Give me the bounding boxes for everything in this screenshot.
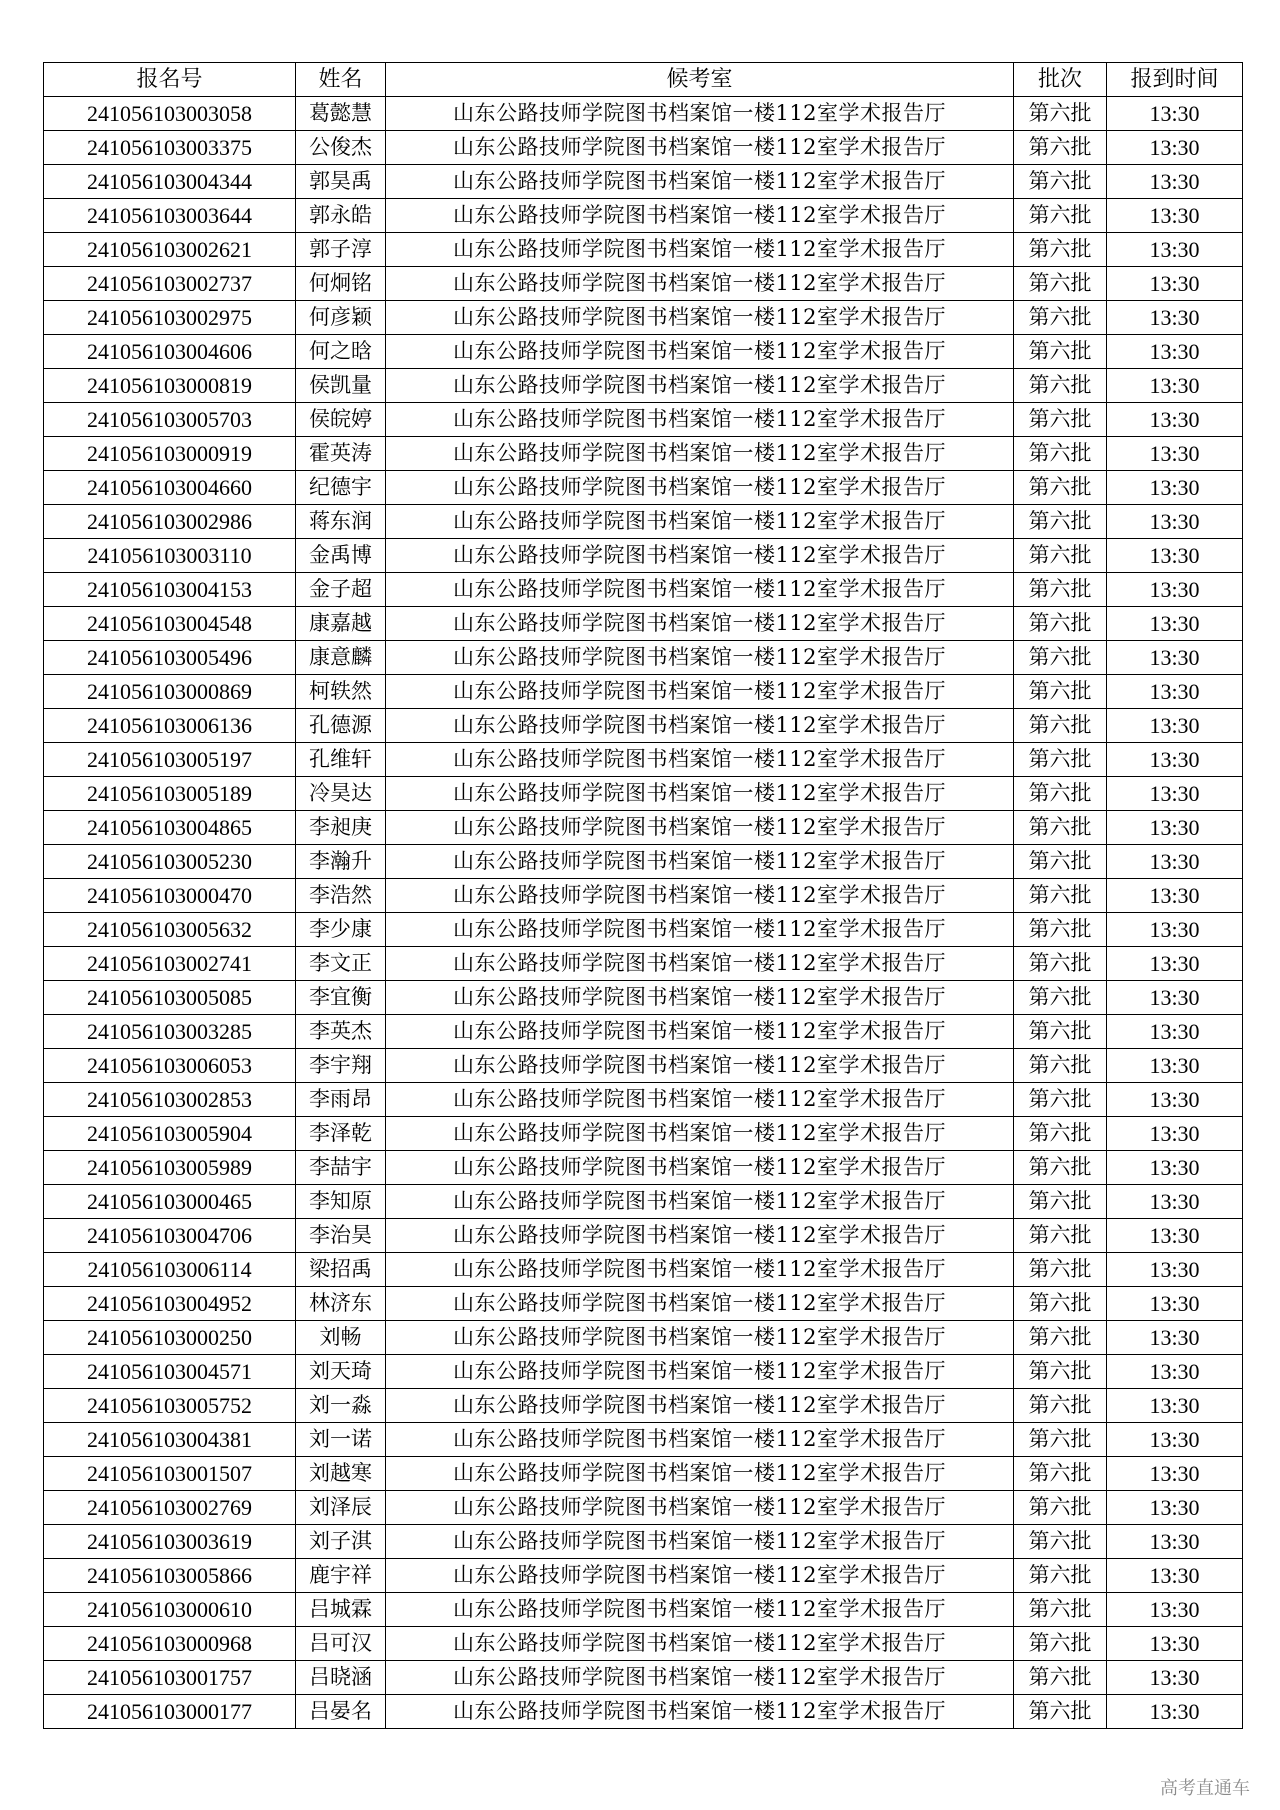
name-cell: 郭子淳: [296, 233, 386, 267]
batch-cell: 第六批: [1014, 233, 1107, 267]
check-in-time-cell: 13:30: [1107, 1389, 1243, 1423]
waiting-room-cell: 山东公路技师学院图书档案馆一楼112室学术报告厅: [386, 165, 1014, 199]
name-cell: 孔德源: [296, 709, 386, 743]
check-in-time-cell: 13:30: [1107, 1015, 1243, 1049]
batch-cell: 第六批: [1014, 539, 1107, 573]
batch-cell: 第六批: [1014, 811, 1107, 845]
batch-cell: 第六批: [1014, 1151, 1107, 1185]
table-body: [44, 97, 1243, 1729]
check-in-time-cell: 13:30: [1107, 845, 1243, 879]
waiting-room-cell: 山东公路技师学院图书档案馆一楼112室学术报告厅: [386, 1559, 1014, 1593]
table-row: [44, 369, 1243, 403]
name-cell: 刘一诺: [296, 1423, 386, 1457]
batch-cell: 第六批: [1014, 1015, 1107, 1049]
batch-cell: 第六批: [1014, 1423, 1107, 1457]
registration-number-cell: 241056103005989: [44, 1151, 296, 1185]
name-cell: 李知原: [296, 1185, 386, 1219]
batch-cell: 第六批: [1014, 1559, 1107, 1593]
name-cell: 蒋东润: [296, 505, 386, 539]
check-in-time-cell: 13:30: [1107, 1661, 1243, 1695]
table-row: [44, 709, 1243, 743]
name-cell: 刘子淇: [296, 1525, 386, 1559]
check-in-time-cell: 13:30: [1107, 1491, 1243, 1525]
registration-number-cell: 241056103005632: [44, 913, 296, 947]
table-row: [44, 981, 1243, 1015]
batch-cell: 第六批: [1014, 1457, 1107, 1491]
registration-number-cell: 241056103000177: [44, 1695, 296, 1729]
waiting-room-cell: 山东公路技师学院图书档案馆一楼112室学术报告厅: [386, 1185, 1014, 1219]
name-cell: 公俊杰: [296, 131, 386, 165]
table-row: [44, 1083, 1243, 1117]
batch-cell: 第六批: [1014, 641, 1107, 675]
registration-number-cell: 241056103000819: [44, 369, 296, 403]
check-in-time-cell: 13:30: [1107, 369, 1243, 403]
table-row: [44, 1151, 1243, 1185]
batch-cell: 第六批: [1014, 1525, 1107, 1559]
name-cell: 康嘉越: [296, 607, 386, 641]
table-row: [44, 879, 1243, 913]
table-row: [44, 743, 1243, 777]
check-in-time-cell: 13:30: [1107, 471, 1243, 505]
check-in-time-cell: 13:30: [1107, 1627, 1243, 1661]
waiting-room-cell: 山东公路技师学院图书档案馆一楼112室学术报告厅: [386, 1695, 1014, 1729]
registration-number-cell: 241056103004344: [44, 165, 296, 199]
check-in-time-cell: 13:30: [1107, 947, 1243, 981]
waiting-room-cell: 山东公路技师学院图书档案馆一楼112室学术报告厅: [386, 1593, 1014, 1627]
waiting-room-cell: 山东公路技师学院图书档案馆一楼112室学术报告厅: [386, 1219, 1014, 1253]
name-cell: 李雨昂: [296, 1083, 386, 1117]
table-row: [44, 505, 1243, 539]
waiting-room-cell: 山东公路技师学院图书档案馆一楼112室学术报告厅: [386, 573, 1014, 607]
check-in-time-cell: 13:30: [1107, 131, 1243, 165]
registration-number-cell: 241056103002737: [44, 267, 296, 301]
check-in-time-cell: 13:30: [1107, 607, 1243, 641]
batch-cell: 第六批: [1014, 879, 1107, 913]
table-row: [44, 947, 1243, 981]
name-cell: 林济东: [296, 1287, 386, 1321]
check-in-time-cell: 13:30: [1107, 437, 1243, 471]
registration-number-cell: 241056103002621: [44, 233, 296, 267]
table-row: [44, 1661, 1243, 1695]
batch-cell: 第六批: [1014, 471, 1107, 505]
name-cell: 李泽乾: [296, 1117, 386, 1151]
waiting-room-cell: 山东公路技师学院图书档案馆一楼112室学术报告厅: [386, 777, 1014, 811]
table-row: [44, 403, 1243, 437]
registration-number-cell: 241056103005085: [44, 981, 296, 1015]
batch-cell: 第六批: [1014, 1185, 1107, 1219]
registration-number-cell: 241056103004571: [44, 1355, 296, 1389]
check-in-time-cell: 13:30: [1107, 199, 1243, 233]
check-in-time-cell: 13:30: [1107, 777, 1243, 811]
table-row: [44, 845, 1243, 879]
registration-number-cell: 241056103002741: [44, 947, 296, 981]
name-cell: 孔维轩: [296, 743, 386, 777]
registration-number-cell: 241056103000465: [44, 1185, 296, 1219]
registration-number-cell: 241056103005752: [44, 1389, 296, 1423]
batch-cell: 第六批: [1014, 403, 1107, 437]
registration-number-cell: 241056103005230: [44, 845, 296, 879]
waiting-room-cell: 山东公路技师学院图书档案馆一楼112室学术报告厅: [386, 233, 1014, 267]
table-row: [44, 1695, 1243, 1729]
check-in-time-cell: 13:30: [1107, 267, 1243, 301]
name-cell: 李少康: [296, 913, 386, 947]
waiting-room-cell: 山东公路技师学院图书档案馆一楼112室学术报告厅: [386, 641, 1014, 675]
registration-number-cell: 241056103006053: [44, 1049, 296, 1083]
registration-number-cell: 241056103005197: [44, 743, 296, 777]
check-in-time-cell: 13:30: [1107, 1049, 1243, 1083]
waiting-room-cell: 山东公路技师学院图书档案馆一楼112室学术报告厅: [386, 267, 1014, 301]
name-cell: 吕晏名: [296, 1695, 386, 1729]
table-row: [44, 233, 1243, 267]
check-in-time-cell: 13:30: [1107, 879, 1243, 913]
table-row: [44, 131, 1243, 165]
batch-cell: 第六批: [1014, 1287, 1107, 1321]
check-in-time-cell: 13:30: [1107, 1355, 1243, 1389]
registration-number-cell: 241056103004381: [44, 1423, 296, 1457]
registration-number-cell: 241056103003285: [44, 1015, 296, 1049]
check-in-time-cell: 13:30: [1107, 1151, 1243, 1185]
registration-number-cell: 241056103006114: [44, 1253, 296, 1287]
batch-cell: 第六批: [1014, 267, 1107, 301]
waiting-room-cell: 山东公路技师学院图书档案馆一楼112室学术报告厅: [386, 1661, 1014, 1695]
name-cell: 刘泽辰: [296, 1491, 386, 1525]
waiting-room-cell: 山东公路技师学院图书档案馆一楼112室学术报告厅: [386, 879, 1014, 913]
table-row: [44, 165, 1243, 199]
waiting-room-cell: 山东公路技师学院图书档案馆一楼112室学术报告厅: [386, 709, 1014, 743]
table-header-row: [44, 63, 1243, 97]
registration-number-cell: 241056103004952: [44, 1287, 296, 1321]
registration-number-cell: 241056103003644: [44, 199, 296, 233]
table-row: [44, 267, 1243, 301]
batch-cell: 第六批: [1014, 845, 1107, 879]
waiting-room-cell: 山东公路技师学院图书档案馆一楼112室学术报告厅: [386, 607, 1014, 641]
name-cell: 康意麟: [296, 641, 386, 675]
check-in-time-cell: 13:30: [1107, 1253, 1243, 1287]
check-in-time-cell: 13:30: [1107, 1525, 1243, 1559]
check-in-time-cell: 13:30: [1107, 1117, 1243, 1151]
batch-cell: 第六批: [1014, 1661, 1107, 1695]
batch-cell: 第六批: [1014, 743, 1107, 777]
check-in-time-cell: 13:30: [1107, 1457, 1243, 1491]
name-cell: 吕城霖: [296, 1593, 386, 1627]
name-cell: 刘天琦: [296, 1355, 386, 1389]
column-header-check-in-time: 报到时间: [1107, 63, 1243, 97]
name-cell: 何之晗: [296, 335, 386, 369]
check-in-time-cell: 13:30: [1107, 1185, 1243, 1219]
name-cell: 何炯铭: [296, 267, 386, 301]
registration-number-cell: 241056103003110: [44, 539, 296, 573]
batch-cell: 第六批: [1014, 981, 1107, 1015]
check-in-time-cell: 13:30: [1107, 811, 1243, 845]
waiting-room-cell: 山东公路技师学院图书档案馆一楼112室学术报告厅: [386, 1457, 1014, 1491]
name-cell: 鹿宇祥: [296, 1559, 386, 1593]
table-row: [44, 301, 1243, 335]
name-cell: 柯轶然: [296, 675, 386, 709]
name-cell: 刘畅: [296, 1321, 386, 1355]
check-in-time-cell: 13:30: [1107, 1695, 1243, 1729]
table-row: [44, 1253, 1243, 1287]
waiting-room-cell: 山东公路技师学院图书档案馆一楼112室学术报告厅: [386, 743, 1014, 777]
batch-cell: 第六批: [1014, 1083, 1107, 1117]
registration-number-cell: 241056103004153: [44, 573, 296, 607]
table-row: [44, 573, 1243, 607]
registration-number-cell: 241056103003058: [44, 97, 296, 131]
waiting-room-cell: 山东公路技师学院图书档案馆一楼112室学术报告厅: [386, 811, 1014, 845]
table-row: [44, 1491, 1243, 1525]
table-row: [44, 913, 1243, 947]
registration-number-cell: 241056103000250: [44, 1321, 296, 1355]
waiting-room-cell: 山东公路技师学院图书档案馆一楼112室学术报告厅: [386, 437, 1014, 471]
waiting-room-cell: 山东公路技师学院图书档案馆一楼112室学术报告厅: [386, 97, 1014, 131]
registration-number-cell: 241056103004548: [44, 607, 296, 641]
waiting-room-cell: 山东公路技师学院图书档案馆一楼112室学术报告厅: [386, 1355, 1014, 1389]
batch-cell: 第六批: [1014, 1219, 1107, 1253]
check-in-time-cell: 13:30: [1107, 301, 1243, 335]
check-in-time-cell: 13:30: [1107, 335, 1243, 369]
table-row: [44, 97, 1243, 131]
name-cell: 李宜衡: [296, 981, 386, 1015]
registration-number-cell: 241056103005189: [44, 777, 296, 811]
waiting-room-cell: 山东公路技师学院图书档案馆一楼112室学术报告厅: [386, 471, 1014, 505]
waiting-room-cell: 山东公路技师学院图书档案馆一楼112室学术报告厅: [386, 131, 1014, 165]
waiting-room-cell: 山东公路技师学院图书档案馆一楼112室学术报告厅: [386, 1117, 1014, 1151]
batch-cell: 第六批: [1014, 1627, 1107, 1661]
check-in-time-cell: 13:30: [1107, 1083, 1243, 1117]
table-row: [44, 1423, 1243, 1457]
name-cell: 李昶庚: [296, 811, 386, 845]
check-in-time-cell: 13:30: [1107, 981, 1243, 1015]
table-row: [44, 1525, 1243, 1559]
registration-number-cell: 241056103000610: [44, 1593, 296, 1627]
batch-cell: 第六批: [1014, 607, 1107, 641]
registration-number-cell: 241056103000968: [44, 1627, 296, 1661]
name-cell: 李英杰: [296, 1015, 386, 1049]
column-header-waiting-room: 候考室: [386, 63, 1014, 97]
batch-cell: 第六批: [1014, 131, 1107, 165]
waiting-room-cell: 山东公路技师学院图书档案馆一楼112室学术报告厅: [386, 675, 1014, 709]
table-row: [44, 1593, 1243, 1627]
check-in-time-cell: 13:30: [1107, 233, 1243, 267]
waiting-room-cell: 山东公路技师学院图书档案馆一楼112室学术报告厅: [386, 1525, 1014, 1559]
batch-cell: 第六批: [1014, 165, 1107, 199]
waiting-room-cell: 山东公路技师学院图书档案馆一楼112室学术报告厅: [386, 913, 1014, 947]
registration-number-cell: 241056103001757: [44, 1661, 296, 1695]
registration-number-cell: 241056103002853: [44, 1083, 296, 1117]
table-row: [44, 1185, 1243, 1219]
column-header-name: 姓名: [296, 63, 386, 97]
batch-cell: 第六批: [1014, 505, 1107, 539]
waiting-room-cell: 山东公路技师学院图书档案馆一楼112室学术报告厅: [386, 1015, 1014, 1049]
name-cell: 李喆宇: [296, 1151, 386, 1185]
table-row: [44, 1117, 1243, 1151]
check-in-time-cell: 13:30: [1107, 675, 1243, 709]
name-cell: 李治昊: [296, 1219, 386, 1253]
registration-number-cell: 241056103005496: [44, 641, 296, 675]
batch-cell: 第六批: [1014, 301, 1107, 335]
table-row: [44, 199, 1243, 233]
waiting-room-cell: 山东公路技师学院图书档案馆一楼112室学术报告厅: [386, 1627, 1014, 1661]
batch-cell: 第六批: [1014, 1491, 1107, 1525]
registration-number-cell: 241056103002975: [44, 301, 296, 335]
batch-cell: 第六批: [1014, 1695, 1107, 1729]
registration-number-cell: 241056103003619: [44, 1525, 296, 1559]
table-row: [44, 1627, 1243, 1661]
check-in-time-cell: 13:30: [1107, 573, 1243, 607]
batch-cell: 第六批: [1014, 1253, 1107, 1287]
waiting-room-cell: 山东公路技师学院图书档案馆一楼112室学术报告厅: [386, 1423, 1014, 1457]
waiting-room-cell: 山东公路技师学院图书档案馆一楼112室学术报告厅: [386, 1049, 1014, 1083]
column-header-batch: 批次: [1014, 63, 1107, 97]
registration-number-cell: 241056103000919: [44, 437, 296, 471]
registration-number-cell: 241056103002769: [44, 1491, 296, 1525]
batch-cell: 第六批: [1014, 97, 1107, 131]
waiting-room-cell: 山东公路技师学院图书档案馆一楼112室学术报告厅: [386, 539, 1014, 573]
registration-number-cell: 241056103005703: [44, 403, 296, 437]
check-in-time-cell: 13:30: [1107, 1559, 1243, 1593]
batch-cell: 第六批: [1014, 1117, 1107, 1151]
registration-number-cell: 241056103004865: [44, 811, 296, 845]
waiting-room-cell: 山东公路技师学院图书档案馆一楼112室学术报告厅: [386, 981, 1014, 1015]
waiting-room-cell: 山东公路技师学院图书档案馆一楼112室学术报告厅: [386, 947, 1014, 981]
registration-number-cell: 241056103001507: [44, 1457, 296, 1491]
registration-number-cell: 241056103003375: [44, 131, 296, 165]
name-cell: 郭永皓: [296, 199, 386, 233]
batch-cell: 第六批: [1014, 1049, 1107, 1083]
name-cell: 梁招禹: [296, 1253, 386, 1287]
registration-number-cell: 241056103005904: [44, 1117, 296, 1151]
batch-cell: 第六批: [1014, 573, 1107, 607]
registration-number-cell: 241056103004660: [44, 471, 296, 505]
name-cell: 李瀚升: [296, 845, 386, 879]
column-header-registration-number: 报名号: [44, 63, 296, 97]
registration-number-cell: 241056103005866: [44, 1559, 296, 1593]
batch-cell: 第六批: [1014, 709, 1107, 743]
waiting-room-cell: 山东公路技师学院图书档案馆一楼112室学术报告厅: [386, 369, 1014, 403]
check-in-time-cell: 13:30: [1107, 505, 1243, 539]
registration-number-cell: 241056103004706: [44, 1219, 296, 1253]
batch-cell: 第六批: [1014, 947, 1107, 981]
check-in-time-cell: 13:30: [1107, 97, 1243, 131]
name-cell: 刘越寒: [296, 1457, 386, 1491]
batch-cell: 第六批: [1014, 437, 1107, 471]
table-row: [44, 1457, 1243, 1491]
waiting-room-cell: 山东公路技师学院图书档案馆一楼112室学术报告厅: [386, 1083, 1014, 1117]
registration-number-cell: 241056103006136: [44, 709, 296, 743]
check-in-time-cell: 13:30: [1107, 1219, 1243, 1253]
name-cell: 李浩然: [296, 879, 386, 913]
table-row: [44, 1321, 1243, 1355]
table-row: [44, 777, 1243, 811]
name-cell: 郭昊禹: [296, 165, 386, 199]
waiting-room-cell: 山东公路技师学院图书档案馆一楼112室学术报告厅: [386, 845, 1014, 879]
batch-cell: 第六批: [1014, 1389, 1107, 1423]
watermark: 高考直通车: [1160, 1778, 1250, 1799]
table-row: [44, 1389, 1243, 1423]
name-cell: 吕晓涵: [296, 1661, 386, 1695]
name-cell: 侯凯量: [296, 369, 386, 403]
table-row: [44, 1049, 1243, 1083]
table-row: [44, 437, 1243, 471]
check-in-time-cell: 13:30: [1107, 165, 1243, 199]
table-row: [44, 539, 1243, 573]
name-cell: 吕可汉: [296, 1627, 386, 1661]
table-row: [44, 811, 1243, 845]
batch-cell: 第六批: [1014, 369, 1107, 403]
check-in-time-cell: 13:30: [1107, 1321, 1243, 1355]
waiting-room-cell: 山东公路技师学院图书档案馆一楼112室学术报告厅: [386, 301, 1014, 335]
batch-cell: 第六批: [1014, 199, 1107, 233]
table-row: [44, 1219, 1243, 1253]
check-in-time-cell: 13:30: [1107, 1287, 1243, 1321]
registration-number-cell: 241056103000869: [44, 675, 296, 709]
name-cell: 侯皖婷: [296, 403, 386, 437]
name-cell: 李文正: [296, 947, 386, 981]
waiting-room-cell: 山东公路技师学院图书档案馆一楼112室学术报告厅: [386, 199, 1014, 233]
table-row: [44, 607, 1243, 641]
table-row: [44, 1287, 1243, 1321]
check-in-time-cell: 13:30: [1107, 913, 1243, 947]
check-in-time-cell: 13:30: [1107, 539, 1243, 573]
table-row: [44, 641, 1243, 675]
registration-number-cell: 241056103002986: [44, 505, 296, 539]
name-cell: 霍英涛: [296, 437, 386, 471]
registration-number-cell: 241056103000470: [44, 879, 296, 913]
batch-cell: 第六批: [1014, 1321, 1107, 1355]
waiting-room-cell: 山东公路技师学院图书档案馆一楼112室学术报告厅: [386, 1253, 1014, 1287]
batch-cell: 第六批: [1014, 913, 1107, 947]
waiting-room-cell: 山东公路技师学院图书档案馆一楼112室学术报告厅: [386, 403, 1014, 437]
name-cell: 金子超: [296, 573, 386, 607]
table-row: [44, 335, 1243, 369]
name-cell: 纪德宇: [296, 471, 386, 505]
batch-cell: 第六批: [1014, 777, 1107, 811]
waiting-room-cell: 山东公路技师学院图书档案馆一楼112室学术报告厅: [386, 1287, 1014, 1321]
check-in-time-cell: 13:30: [1107, 709, 1243, 743]
name-cell: 何彦颖: [296, 301, 386, 335]
table-row: [44, 1355, 1243, 1389]
waiting-room-cell: 山东公路技师学院图书档案馆一楼112室学术报告厅: [386, 1151, 1014, 1185]
waiting-room-cell: 山东公路技师学院图书档案馆一楼112室学术报告厅: [386, 335, 1014, 369]
name-cell: 葛懿慧: [296, 97, 386, 131]
waiting-room-cell: 山东公路技师学院图书档案馆一楼112室学术报告厅: [386, 1389, 1014, 1423]
check-in-time-cell: 13:30: [1107, 1423, 1243, 1457]
candidate-table: [43, 62, 1243, 1729]
check-in-time-cell: 13:30: [1107, 743, 1243, 777]
name-cell: 李宇翔: [296, 1049, 386, 1083]
batch-cell: 第六批: [1014, 335, 1107, 369]
name-cell: 刘一淼: [296, 1389, 386, 1423]
table-row: [44, 471, 1243, 505]
table-row: [44, 1559, 1243, 1593]
registration-number-cell: 241056103004606: [44, 335, 296, 369]
name-cell: 金禹博: [296, 539, 386, 573]
batch-cell: 第六批: [1014, 1355, 1107, 1389]
waiting-room-cell: 山东公路技师学院图书档案馆一楼112室学术报告厅: [386, 1321, 1014, 1355]
check-in-time-cell: 13:30: [1107, 403, 1243, 437]
waiting-room-cell: 山东公路技师学院图书档案馆一楼112室学术报告厅: [386, 505, 1014, 539]
name-cell: 冷昊达: [296, 777, 386, 811]
check-in-time-cell: 13:30: [1107, 641, 1243, 675]
table-row: [44, 675, 1243, 709]
table-row: [44, 1015, 1243, 1049]
check-in-time-cell: 13:30: [1107, 1593, 1243, 1627]
batch-cell: 第六批: [1014, 675, 1107, 709]
batch-cell: 第六批: [1014, 1593, 1107, 1627]
waiting-room-cell: 山东公路技师学院图书档案馆一楼112室学术报告厅: [386, 1491, 1014, 1525]
